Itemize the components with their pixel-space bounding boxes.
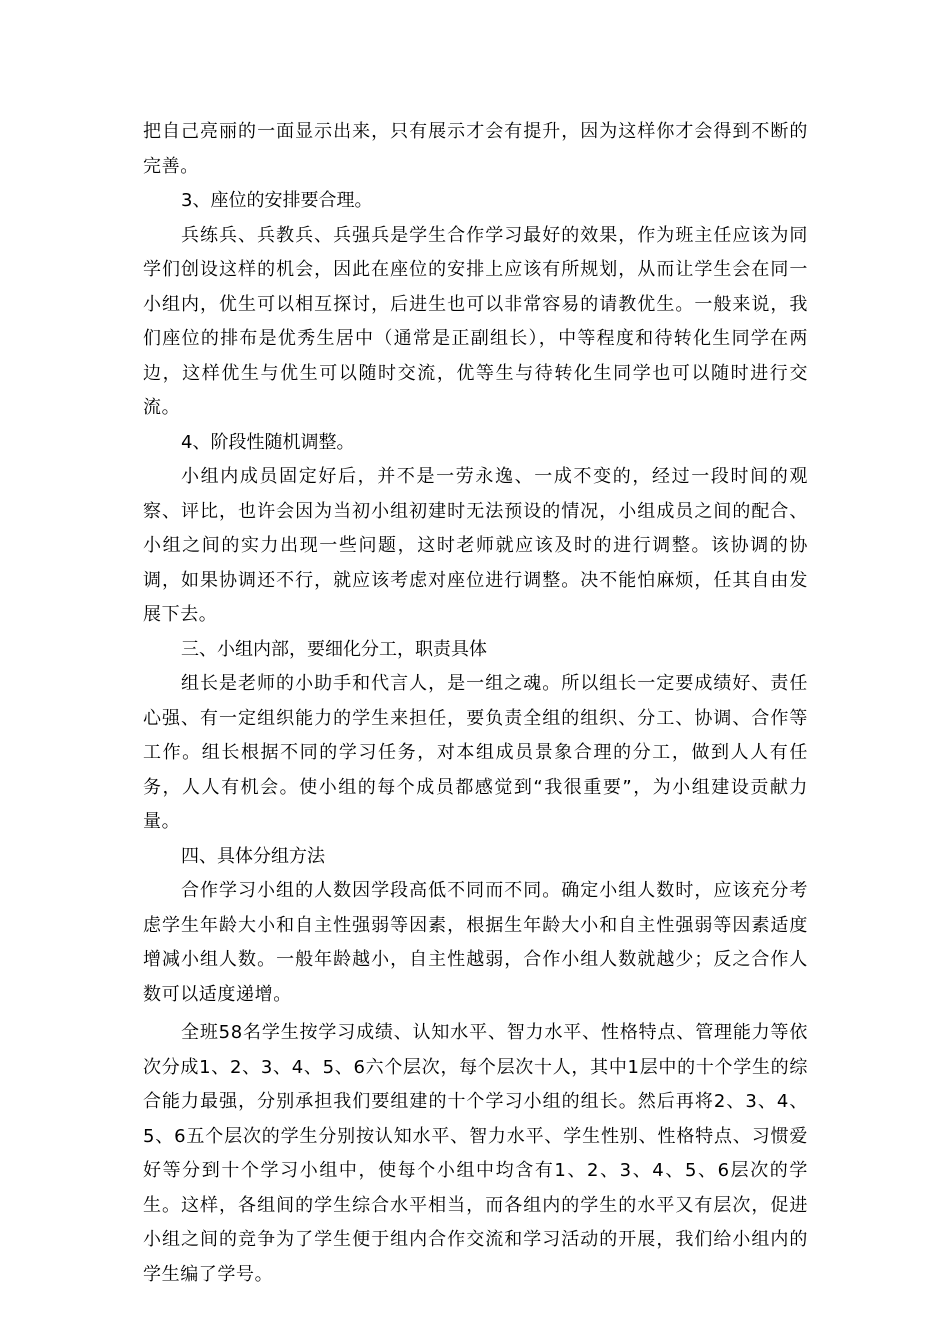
paragraph-adjustment: 小组内成员固定好后，并不是一劳永逸、一成不变的，经过一段时间的观察、评比，也许会因为当初小组初建时无法预设的情况，小组成员之间的配合、小组之间的实力出现一些问题，这时老师就应该及时的进行调整。该协调的协调，如果协调还不行，就应该考虑对座位进行调整。决不能怕麻烦，任其自由发展下去。 [143, 466, 808, 625]
heading-division-of-labor: 三、小组内部，要细化分工，职责具体 [181, 638, 487, 660]
paragraph-group-size: 合作学习小组的人数因学段高低不同而不同。确定小组人数时，应该充分考虑学生年龄大小和自主性强弱等因素，根据生年龄大小和自主性强弱等因素适度增减小组人数。一般年龄越小，自主性越弱，合作小组人数就越少；反之合作人数可以适度递增。 [143, 880, 808, 1005]
paragraph-continuation: 把自己亮丽的一面显示出来，只有展示才会有提升，因为这样你才会得到不断的完善。 [143, 121, 808, 177]
heading-seating-arrangement: 3、座位的安排要合理。 [181, 190, 373, 211]
paragraph-class-levels: 全班58名学生按学习成绩、认知水平、智力水平、性格特点、管理能力等依次分成1、2、3、4、5、6六个层次，每个层次十人，其中1层中的十个学生的综合能力最强，分别承担我们要组建的十个学习小组的组长。然后再将2、3、4、5、6五个层次的学生分别按认知水平、智力水平、学生性别、性格特点、习惯爱好等分到十个学习小组中，使每个小组中均含有1、2、3、4、5、6层次的学生。这样，各组间的学生综合水平相当，而各组内的学生的水平又有层次，促进小组之间的竞争为了学生便于组内合作交流和学习活动的开展，我们给小组内的学生编了学号。 [143, 1022, 808, 1285]
heading-grouping-method: 四、具体分组方法 [181, 845, 325, 867]
document-page [143, 115, 808, 1292]
heading-periodic-adjustment: 4、阶段性随机调整。 [181, 431, 355, 453]
paragraph-seating: 兵练兵、兵教兵、兵强兵是学生合作学习最好的效果，作为班主任应该为同学们创设这样的机会，因此在座位的安排上应该有所规划，从而让学生会在同一小组内，优生可以相互探讨，后进生也可以非常容易的请教优生。一般来说，我们座位的排布是优秀生居中（通常是正副组长），中等程度和待转化生同学在两边，这样优生与优生可以随时交流，优等生与待转化生同学也可以随时进行交流。 [143, 224, 808, 418]
paragraph-group-leader: 组长是老师的小助手和代言人，是一组之魂。所以组长一定要成绩好、责任心强、有一定组织能力的学生来担任，要负责全组的组织、分工、协调、合作等工作。组长根据不同的学习任务，对本组成员景象合理的分工，做到人人有任务，人人有机会。使小组的每个成员都感觉到“我很重要”，为小组建设贡献力量。 [143, 673, 808, 832]
